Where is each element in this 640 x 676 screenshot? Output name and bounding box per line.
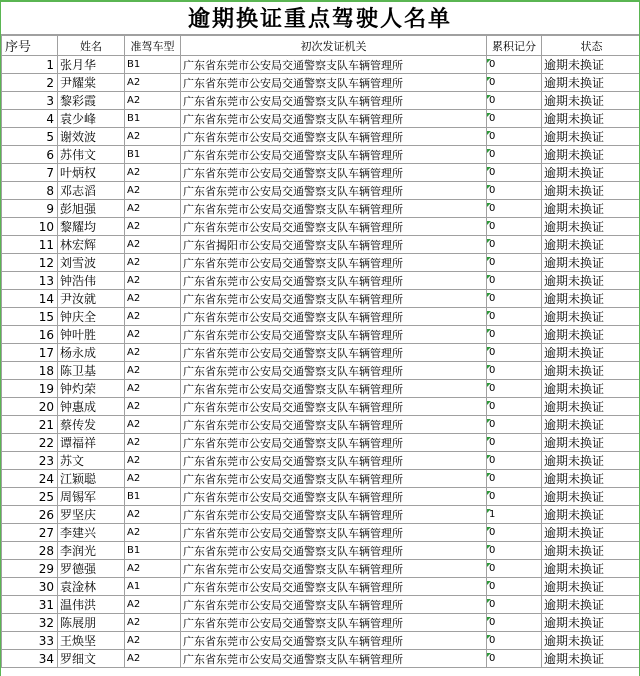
points-cell: 0	[487, 434, 542, 452]
row-index-cell: 1	[2, 56, 58, 74]
driver-name-cell: 谭福祥	[58, 434, 125, 452]
driver-name-cell: 钟灼荣	[58, 380, 125, 398]
driver-name-cell: 杨永成	[58, 344, 125, 362]
status-cell: 逾期未换证	[542, 200, 640, 218]
header-name: 姓名	[58, 36, 125, 56]
points-cell: 0	[487, 236, 542, 254]
table-row	[2, 254, 640, 272]
license-type-cell: A2	[125, 470, 181, 488]
points-cell: 0	[487, 542, 542, 560]
points-cell: 0	[487, 632, 542, 650]
issuing-authority-cell: 广东省东莞市公安局交通警察支队车辆管理所	[181, 452, 487, 470]
issuing-authority-cell: 广东省东莞市公安局交通警察支队车辆管理所	[181, 380, 487, 398]
license-type-cell: A2	[125, 506, 181, 524]
driver-name-cell: 李建兴	[58, 524, 125, 542]
driver-name-cell: 袁少峰	[58, 110, 125, 128]
license-type-cell: A2	[125, 164, 181, 182]
issuing-authority-cell: 广东省东莞市公安局交通警察支队车辆管理所	[181, 344, 487, 362]
row-index-cell: 32	[2, 614, 58, 632]
points-cell: 1	[487, 506, 542, 524]
header-issuing-authority: 初次发证机关	[181, 36, 487, 56]
issuing-authority-cell: 广东省揭阳市公安局交通警察支队车辆管理所	[181, 236, 487, 254]
driver-name-cell: 黎彩霞	[58, 92, 125, 110]
status-cell: 逾期未换证	[542, 74, 640, 92]
row-index-cell: 4	[2, 110, 58, 128]
license-type-cell: A2	[125, 524, 181, 542]
row-index-cell: 30	[2, 578, 58, 596]
driver-name-cell: 蔡传发	[58, 416, 125, 434]
sheet-title: 逾期换证重点驾驶人名单	[1, 0, 639, 35]
status-cell: 逾期未换证	[542, 596, 640, 614]
table-row	[2, 74, 640, 92]
row-index-cell: 6	[2, 146, 58, 164]
issuing-authority-cell: 广东省东莞市公安局交通警察支队车辆管理所	[181, 398, 487, 416]
driver-name-cell: 叶炳权	[58, 164, 125, 182]
status-cell: 逾期未换证	[542, 326, 640, 344]
driver-name-cell: 罗坚庆	[58, 506, 125, 524]
row-index-cell: 3	[2, 92, 58, 110]
driver-name-cell: 袁淦林	[58, 578, 125, 596]
table-row	[2, 650, 640, 668]
status-cell: 逾期未换证	[542, 650, 640, 668]
license-type-cell: A2	[125, 362, 181, 380]
table-row	[2, 56, 640, 74]
table-row	[2, 614, 640, 632]
driver-name-cell: 罗德强	[58, 560, 125, 578]
table-row	[2, 272, 640, 290]
license-type-cell: A2	[125, 182, 181, 200]
points-cell: 0	[487, 254, 542, 272]
row-index-cell: 28	[2, 542, 58, 560]
points-cell: 0	[487, 416, 542, 434]
table-row	[2, 524, 640, 542]
driver-name-cell: 尹汝就	[58, 290, 125, 308]
driver-name-cell: 江颖聪	[58, 470, 125, 488]
table-row	[2, 326, 640, 344]
points-cell: 0	[487, 398, 542, 416]
issuing-authority-cell: 广东省东莞市公安局交通警察支队车辆管理所	[181, 506, 487, 524]
issuing-authority-cell: 广东省东莞市公安局交通警察支队车辆管理所	[181, 596, 487, 614]
issuing-authority-cell: 广东省东莞市公安局交通警察支队车辆管理所	[181, 542, 487, 560]
points-cell: 0	[487, 218, 542, 236]
status-cell: 逾期未换证	[542, 542, 640, 560]
row-index-cell: 26	[2, 506, 58, 524]
points-cell: 0	[487, 56, 542, 74]
points-cell: 0	[487, 326, 542, 344]
status-cell: 逾期未换证	[542, 164, 640, 182]
points-cell: 0	[487, 308, 542, 326]
driver-name-cell: 彭旭强	[58, 200, 125, 218]
points-cell: 0	[487, 470, 542, 488]
table-row	[2, 578, 640, 596]
license-type-cell: B1	[125, 110, 181, 128]
table-row	[2, 290, 640, 308]
license-type-cell: A2	[125, 596, 181, 614]
issuing-authority-cell: 广东省东莞市公安局交通警察支队车辆管理所	[181, 92, 487, 110]
status-cell: 逾期未换证	[542, 236, 640, 254]
row-index-cell: 27	[2, 524, 58, 542]
driver-name-cell: 钟浩伟	[58, 272, 125, 290]
status-cell: 逾期未换证	[542, 470, 640, 488]
issuing-authority-cell: 广东省东莞市公安局交通警察支队车辆管理所	[181, 524, 487, 542]
issuing-authority-cell: 广东省东莞市公安局交通警察支队车辆管理所	[181, 470, 487, 488]
status-cell: 逾期未换证	[542, 560, 640, 578]
status-cell: 逾期未换证	[542, 182, 640, 200]
row-index-cell: 12	[2, 254, 58, 272]
status-cell: 逾期未换证	[542, 614, 640, 632]
points-cell: 0	[487, 344, 542, 362]
status-cell: 逾期未换证	[542, 452, 640, 470]
points-cell: 0	[487, 272, 542, 290]
drivers-table	[1, 35, 640, 668]
issuing-authority-cell: 广东省东莞市公安局交通警察支队车辆管理所	[181, 290, 487, 308]
issuing-authority-cell: 广东省东莞市公安局交通警察支队车辆管理所	[181, 416, 487, 434]
points-cell: 0	[487, 182, 542, 200]
row-index-cell: 22	[2, 434, 58, 452]
issuing-authority-cell: 广东省东莞市公安局交通警察支队车辆管理所	[181, 614, 487, 632]
status-cell: 逾期未换证	[542, 362, 640, 380]
status-cell: 逾期未换证	[542, 488, 640, 506]
status-cell: 逾期未换证	[542, 92, 640, 110]
license-type-cell: B1	[125, 56, 181, 74]
header-license-type: 准驾车型	[125, 36, 181, 56]
row-index-cell: 17	[2, 344, 58, 362]
points-cell: 0	[487, 380, 542, 398]
status-cell: 逾期未换证	[542, 128, 640, 146]
license-type-cell: A2	[125, 380, 181, 398]
table-row	[2, 200, 640, 218]
row-index-cell: 9	[2, 200, 58, 218]
points-cell: 0	[487, 74, 542, 92]
status-cell: 逾期未换证	[542, 56, 640, 74]
license-type-cell: A2	[125, 560, 181, 578]
issuing-authority-cell: 广东省东莞市公安局交通警察支队车辆管理所	[181, 164, 487, 182]
license-type-cell: B1	[125, 488, 181, 506]
row-index-cell: 15	[2, 308, 58, 326]
points-cell: 0	[487, 290, 542, 308]
table-row	[2, 632, 640, 650]
status-cell: 逾期未换证	[542, 434, 640, 452]
license-type-cell: B1	[125, 542, 181, 560]
issuing-authority-cell: 广东省东莞市公安局交通警察支队车辆管理所	[181, 272, 487, 290]
table-row	[2, 560, 640, 578]
points-cell: 0	[487, 596, 542, 614]
driver-name-cell: 苏伟文	[58, 146, 125, 164]
issuing-authority-cell: 广东省东莞市公安局交通警察支队车辆管理所	[181, 632, 487, 650]
table-row	[2, 470, 640, 488]
table-row	[2, 110, 640, 128]
driver-name-cell: 钟庆全	[58, 308, 125, 326]
driver-name-cell: 林宏辉	[58, 236, 125, 254]
driver-name-cell: 温伟洪	[58, 596, 125, 614]
row-index-cell: 16	[2, 326, 58, 344]
row-index-cell: 7	[2, 164, 58, 182]
status-cell: 逾期未换证	[542, 218, 640, 236]
row-index-cell: 19	[2, 380, 58, 398]
issuing-authority-cell: 广东省东莞市公安局交通警察支队车辆管理所	[181, 56, 487, 74]
table-row	[2, 542, 640, 560]
license-type-cell: A2	[125, 218, 181, 236]
header-status: 状态	[542, 36, 640, 56]
row-index-cell: 31	[2, 596, 58, 614]
status-cell: 逾期未换证	[542, 344, 640, 362]
status-cell: 逾期未换证	[542, 398, 640, 416]
table-row	[2, 164, 640, 182]
driver-name-cell: 谢效波	[58, 128, 125, 146]
points-cell: 0	[487, 146, 542, 164]
driver-name-cell: 尹耀棠	[58, 74, 125, 92]
driver-name-cell: 刘雪波	[58, 254, 125, 272]
points-cell: 0	[487, 128, 542, 146]
row-index-cell: 8	[2, 182, 58, 200]
status-cell: 逾期未换证	[542, 632, 640, 650]
table-row	[2, 128, 640, 146]
status-cell: 逾期未换证	[542, 254, 640, 272]
license-type-cell: A2	[125, 614, 181, 632]
issuing-authority-cell: 广东省东莞市公安局交通警察支队车辆管理所	[181, 182, 487, 200]
table-row	[2, 344, 640, 362]
table-row	[2, 92, 640, 110]
driver-name-cell: 钟叶胜	[58, 326, 125, 344]
table-row	[2, 146, 640, 164]
row-index-cell: 33	[2, 632, 58, 650]
license-type-cell: A2	[125, 650, 181, 668]
license-type-cell: A2	[125, 398, 181, 416]
issuing-authority-cell: 广东省东莞市公安局交通警察支队车辆管理所	[181, 650, 487, 668]
driver-name-cell: 黎耀均	[58, 218, 125, 236]
license-type-cell: A2	[125, 308, 181, 326]
driver-name-cell: 苏文	[58, 452, 125, 470]
row-index-cell: 21	[2, 416, 58, 434]
table-row	[2, 596, 640, 614]
points-cell: 0	[487, 560, 542, 578]
row-index-cell: 24	[2, 470, 58, 488]
issuing-authority-cell: 广东省东莞市公安局交通警察支队车辆管理所	[181, 128, 487, 146]
row-index-cell: 5	[2, 128, 58, 146]
points-cell: 0	[487, 488, 542, 506]
issuing-authority-cell: 广东省东莞市公安局交通警察支队车辆管理所	[181, 74, 487, 92]
table-row	[2, 488, 640, 506]
status-cell: 逾期未换证	[542, 110, 640, 128]
license-type-cell: A1	[125, 578, 181, 596]
table-row	[2, 308, 640, 326]
row-index-cell: 2	[2, 74, 58, 92]
status-cell: 逾期未换证	[542, 290, 640, 308]
license-type-cell: A2	[125, 632, 181, 650]
row-index-cell: 25	[2, 488, 58, 506]
license-type-cell: A2	[125, 236, 181, 254]
license-type-cell: A2	[125, 326, 181, 344]
status-cell: 逾期未换证	[542, 524, 640, 542]
driver-name-cell: 邓志滔	[58, 182, 125, 200]
row-index-cell: 29	[2, 560, 58, 578]
license-type-cell: A2	[125, 92, 181, 110]
table-row	[2, 182, 640, 200]
license-type-cell: A2	[125, 344, 181, 362]
table-row	[2, 434, 640, 452]
status-cell: 逾期未换证	[542, 380, 640, 398]
row-index-cell: 34	[2, 650, 58, 668]
status-cell: 逾期未换证	[542, 578, 640, 596]
row-index-cell: 18	[2, 362, 58, 380]
row-index-cell: 23	[2, 452, 58, 470]
points-cell: 0	[487, 524, 542, 542]
points-cell: 0	[487, 164, 542, 182]
issuing-authority-cell: 广东省东莞市公安局交通警察支队车辆管理所	[181, 308, 487, 326]
points-cell: 0	[487, 110, 542, 128]
driver-name-cell: 王焕坚	[58, 632, 125, 650]
table-row	[2, 362, 640, 380]
driver-name-cell: 钟惠成	[58, 398, 125, 416]
status-cell: 逾期未换证	[542, 416, 640, 434]
status-cell: 逾期未换证	[542, 146, 640, 164]
status-cell: 逾期未换证	[542, 506, 640, 524]
points-cell: 0	[487, 614, 542, 632]
license-type-cell: A2	[125, 452, 181, 470]
status-cell: 逾期未换证	[542, 272, 640, 290]
license-type-cell: B1	[125, 146, 181, 164]
driver-name-cell: 李润光	[58, 542, 125, 560]
row-index-cell: 20	[2, 398, 58, 416]
status-cell: 逾期未换证	[542, 308, 640, 326]
driver-name-cell: 周锡军	[58, 488, 125, 506]
license-type-cell: A2	[125, 128, 181, 146]
table-row	[2, 416, 640, 434]
row-index-cell: 10	[2, 218, 58, 236]
driver-name-cell: 张月华	[58, 56, 125, 74]
issuing-authority-cell: 广东省东莞市公安局交通警察支队车辆管理所	[181, 578, 487, 596]
license-type-cell: A2	[125, 434, 181, 452]
issuing-authority-cell: 广东省东莞市公安局交通警察支队车辆管理所	[181, 326, 487, 344]
driver-name-cell: 陈卫基	[58, 362, 125, 380]
issuing-authority-cell: 广东省东莞市公安局交通警察支队车辆管理所	[181, 488, 487, 506]
table-row	[2, 380, 640, 398]
table-row	[2, 398, 640, 416]
issuing-authority-cell: 广东省东莞市公安局交通警察支队车辆管理所	[181, 254, 487, 272]
header-points: 累积记分	[487, 36, 542, 56]
header-row	[2, 36, 640, 56]
issuing-authority-cell: 广东省东莞市公安局交通警察支队车辆管理所	[181, 110, 487, 128]
row-index-cell: 14	[2, 290, 58, 308]
issuing-authority-cell: 广东省东莞市公安局交通警察支队车辆管理所	[181, 560, 487, 578]
issuing-authority-cell: 广东省东莞市公安局交通警察支队车辆管理所	[181, 362, 487, 380]
issuing-authority-cell: 广东省东莞市公安局交通警察支队车辆管理所	[181, 200, 487, 218]
table-row	[2, 452, 640, 470]
license-type-cell: A2	[125, 272, 181, 290]
row-index-cell: 11	[2, 236, 58, 254]
license-type-cell: A2	[125, 254, 181, 272]
issuing-authority-cell: 广东省东莞市公安局交通警察支队车辆管理所	[181, 146, 487, 164]
issuing-authority-cell: 广东省东莞市公安局交通警察支队车辆管理所	[181, 218, 487, 236]
points-cell: 0	[487, 362, 542, 380]
table-row	[2, 236, 640, 254]
driver-name-cell: 罗细文	[58, 650, 125, 668]
points-cell: 0	[487, 578, 542, 596]
points-cell: 0	[487, 92, 542, 110]
row-index-cell: 13	[2, 272, 58, 290]
points-cell: 0	[487, 650, 542, 668]
points-cell: 0	[487, 200, 542, 218]
driver-name-cell: 陈展朋	[58, 614, 125, 632]
table-row	[2, 506, 640, 524]
license-type-cell: A2	[125, 416, 181, 434]
license-type-cell: A2	[125, 74, 181, 92]
header-index: 序号	[2, 36, 58, 56]
license-type-cell: A2	[125, 290, 181, 308]
license-type-cell: A2	[125, 200, 181, 218]
table-body	[2, 56, 640, 668]
table-row	[2, 218, 640, 236]
points-cell: 0	[487, 452, 542, 470]
issuing-authority-cell: 广东省东莞市公安局交通警察支队车辆管理所	[181, 434, 487, 452]
